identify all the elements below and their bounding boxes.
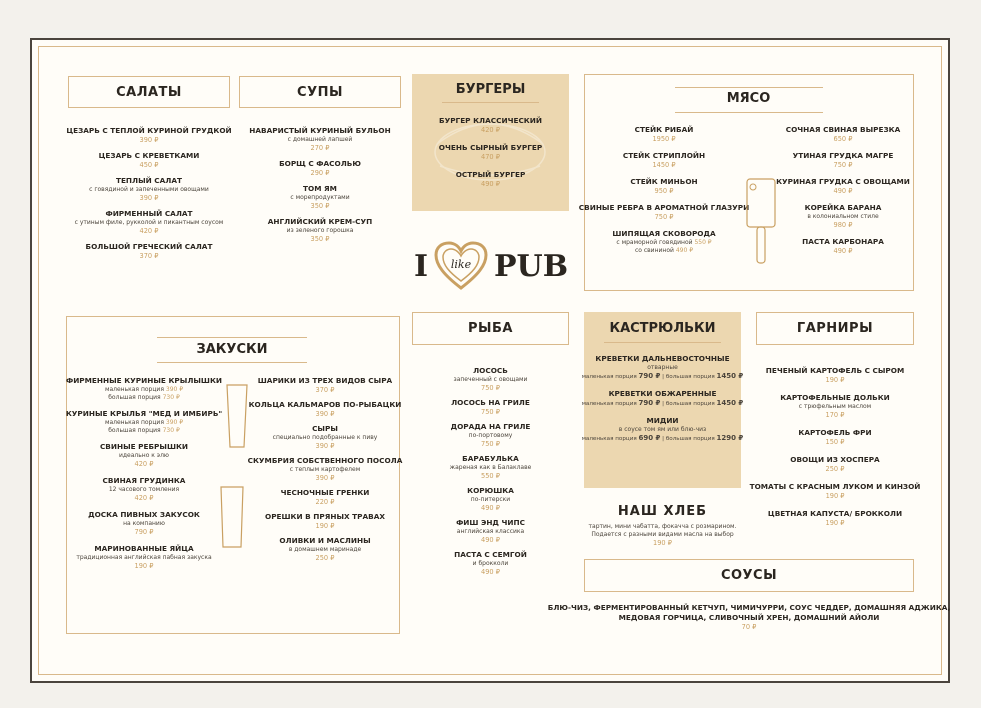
item-name: АНГЛИЙСКИЙ КРЕМ-СУП xyxy=(267,217,373,226)
item-price: 750 ₽ xyxy=(654,213,674,221)
item-name: СВИНАЯ ГРУДИНКА xyxy=(102,476,186,485)
variant-row xyxy=(635,247,693,255)
menu-item xyxy=(66,376,222,402)
item-name: БОЛЬШОЙ ГРЕЧЕСКИЙ САЛАТ xyxy=(85,242,213,251)
item-name: КУРИНЫЕ КРЫЛЬЯ "МЕД И ИМБИРЬ" xyxy=(65,409,223,418)
portion-row xyxy=(108,394,180,402)
item-price: 390 ₽ xyxy=(315,474,335,482)
pots-panel xyxy=(581,312,744,488)
menu-item xyxy=(630,177,697,196)
soups-title: СУПЫ xyxy=(297,84,343,100)
item-name: УТИНАЯ ГРУДКА МАГРЕ xyxy=(792,151,894,160)
portion-price: 1290 ₽ xyxy=(716,434,744,442)
item-name: ЦЕЗАРЬ С КРЕВЕТКАМИ xyxy=(98,151,200,160)
portion-label: маленькая порция xyxy=(581,436,637,442)
menu-item xyxy=(103,476,186,503)
item-price: 420 ₽ xyxy=(139,227,159,235)
menu-item xyxy=(582,354,744,381)
item-price: 470 ₽ xyxy=(481,153,500,161)
item-name: СКУМБРИЯ СОБСТВЕННОГО ПОСОЛА xyxy=(247,456,403,465)
item-desc: запеченный с овощами xyxy=(453,376,528,383)
item-price: 490 ₽ xyxy=(481,536,500,544)
menu-item xyxy=(66,126,231,145)
menu-item xyxy=(88,510,200,537)
variant-price: 490 ₽ xyxy=(675,247,694,254)
item-price: 270 ₽ xyxy=(310,144,330,152)
item-price: 420 ₽ xyxy=(134,494,154,502)
logo-script: like xyxy=(450,258,472,271)
menu-item xyxy=(249,400,402,419)
variant-label: с мраморной говядиной xyxy=(616,239,693,246)
item-name: СЫРЫ xyxy=(312,424,338,433)
fish-header xyxy=(412,312,569,345)
item-price: 980 ₽ xyxy=(833,221,853,229)
sauces-header xyxy=(584,559,914,592)
bread-desc-2: Подается с разными видами масла на выбор xyxy=(591,531,734,538)
item-name: КОРЮШКА xyxy=(467,486,514,495)
item-name: ОВОЩИ ИЗ ХОСПЕРА xyxy=(790,455,880,464)
item-desc: жареная как в Балаклаве xyxy=(449,464,532,471)
portion-label: маленькая порция xyxy=(581,401,637,407)
menu-item xyxy=(612,229,715,255)
bread-block xyxy=(584,504,741,548)
item-price: 790 ₽ xyxy=(134,528,154,536)
menu-item xyxy=(798,428,871,447)
item-price: 550 ₽ xyxy=(481,472,500,480)
snacks-panel xyxy=(65,316,403,634)
garnish-list xyxy=(749,366,921,536)
bread-desc-1: тартин, мини чабатта, фокачча с розмарином. xyxy=(588,523,737,530)
meat-title: МЯСО xyxy=(726,91,771,106)
garnish-title: ГАРНИРЫ xyxy=(796,321,874,336)
portion-price: 1450 ₽ xyxy=(716,372,744,380)
menu-item xyxy=(579,203,749,222)
portion-row: маленькая порция 690 ₽ | большая порция 1290 ₽ xyxy=(581,434,744,442)
snacks-title: ЗАКУСКИ xyxy=(196,342,268,357)
menu-item xyxy=(451,422,531,449)
menu-item xyxy=(802,237,884,256)
sauces-list-2: МЕДОВАЯ ГОРЧИЦА, СЛИВОЧНЫЙ ХРЕН, ДОМАШНИЙ АЙОЛИ xyxy=(618,613,880,622)
menu-item xyxy=(258,376,392,395)
item-name: БУРГЕР КЛАССИЧЕСКИЙ xyxy=(439,116,542,125)
item-name: СВИНЫЕ РЕБРА В АРОМАТНОЙ ГЛАЗУРИ xyxy=(578,203,750,212)
menu-item xyxy=(268,217,372,244)
snacks-right-list xyxy=(247,376,403,568)
menu-item xyxy=(76,544,211,571)
portion-label: большая порция xyxy=(108,394,161,401)
logo-letter-i: I xyxy=(413,248,428,284)
menu-item xyxy=(467,486,514,513)
soups-list xyxy=(239,126,401,250)
item-name: ДОСКА ПИВНЫХ ЗАКУСОК xyxy=(88,510,200,519)
item-desc: в домашнем маринаде xyxy=(288,546,362,553)
item-name: ЦВЕТНАЯ КАПУСТА/ БРОККОЛИ xyxy=(767,509,903,518)
item-desc: с теплым картофелем xyxy=(289,466,361,473)
item-name: ЧЕСНОЧНЫЕ ГРЕНКИ xyxy=(280,488,370,497)
burgers-title: БУРГЕРЫ xyxy=(455,82,526,97)
item-price: 350 ₽ xyxy=(310,235,330,243)
item-name: ТЕПЛЫЙ САЛАТ xyxy=(115,176,182,185)
burgers-panel xyxy=(412,74,569,211)
item-name: ОРЕШКИ В ПРЯНЫХ ТРАВАХ xyxy=(265,512,385,521)
item-name: КУРИНАЯ ГРУДКА С ОВОЩАМИ xyxy=(776,177,910,186)
portion-price: 1450 ₽ xyxy=(716,399,744,407)
item-price: 490 ₽ xyxy=(481,568,500,576)
item-name: ПАСТА С СЕМГОЙ xyxy=(454,550,527,559)
item-price: 420 ₽ xyxy=(134,460,154,468)
menu-item xyxy=(450,454,532,481)
item-name: ПАСТА КАРБОНАРА xyxy=(802,237,884,246)
item-name: БОРЩ С ФАСОЛЬЮ xyxy=(279,159,361,168)
menu-item xyxy=(635,125,694,144)
item-name: КРЕВЕТКИ ОБЖАРЕННЫЕ xyxy=(608,389,717,398)
item-name: КОРЕЙКА БАРАНА xyxy=(804,203,882,212)
menu-item xyxy=(439,143,542,162)
menu-item xyxy=(281,488,370,507)
item-price: 750 ₽ xyxy=(833,161,853,169)
portion-price: 730 ₽ xyxy=(162,427,180,434)
meat-right-list xyxy=(773,125,913,263)
menu-item xyxy=(86,242,213,261)
item-price: 290 ₽ xyxy=(310,169,330,177)
menu-item xyxy=(766,366,904,385)
item-price: 490 ₽ xyxy=(481,504,500,512)
portion-label: маленькая порция xyxy=(104,386,164,393)
portion-label: большая порция xyxy=(665,436,715,442)
item-desc: в колониальном стиле xyxy=(807,213,879,220)
menu-item xyxy=(75,209,224,236)
item-name: КАРТОФЕЛЬНЫЕ ДОЛЬКИ xyxy=(780,393,890,402)
item-name: НАВАРИСТЫЙ КУРИНЫЙ БУЛЬОН xyxy=(249,126,391,135)
fish-title: РЫБА xyxy=(468,321,513,336)
menu-item xyxy=(623,151,705,170)
item-price: 190 ₽ xyxy=(315,522,335,530)
variant-row xyxy=(616,239,711,247)
item-price: 370 ₽ xyxy=(139,252,159,260)
item-price: 490 ₽ xyxy=(481,180,500,188)
salads-list xyxy=(68,126,230,267)
item-name: ЛОСОСЬ НА ГРИЛЕ xyxy=(451,398,530,407)
sauces-block xyxy=(547,603,951,632)
item-name: КРЕВЕТКИ ДАЛЬНЕВОСТОЧНЫЕ xyxy=(595,354,730,363)
item-price: 650 ₽ xyxy=(833,135,853,143)
salads-header xyxy=(68,76,230,108)
menu-item xyxy=(249,126,390,153)
menu-item xyxy=(451,398,530,417)
item-price: 150 ₽ xyxy=(825,438,845,446)
menu-item xyxy=(99,151,200,170)
item-desc: идеально к элю xyxy=(118,452,169,459)
portion-label: большая порция xyxy=(665,401,715,407)
item-name: ЦЕЗАРЬ С ТЕПЛОЙ КУРИНОЙ ГРУДКОЙ xyxy=(66,126,232,135)
menu-item xyxy=(776,177,910,196)
menu-item xyxy=(790,455,879,474)
logo-pub: PUB xyxy=(493,248,569,284)
soups-header xyxy=(239,76,401,108)
portion-price: 790 ₽ xyxy=(638,372,661,380)
item-price: 450 ₽ xyxy=(139,161,159,169)
item-price: 170 ₽ xyxy=(825,411,845,419)
menu-item xyxy=(273,424,378,451)
item-price: 390 ₽ xyxy=(315,442,335,450)
item-name: КОЛЬЦА КАЛЬМАРОВ ПО-РЫБАЦКИ xyxy=(248,400,402,409)
item-name: ФИРМЕННЫЕ КУРИНЫЕ КРЫЛЫШКИ xyxy=(65,376,223,385)
item-price: 420 ₽ xyxy=(481,126,500,134)
salads-title: САЛАТЫ xyxy=(116,84,182,100)
item-name: МАРИНОВАННЫЕ ЯЙЦА xyxy=(94,544,194,553)
item-price: 220 ₽ xyxy=(315,498,335,506)
item-price: 190 ₽ xyxy=(134,562,154,570)
item-name: ФИШ ЭНД ЧИПС xyxy=(456,518,525,527)
menu-item xyxy=(582,416,744,443)
item-name: ФИРМЕННЫЙ САЛАТ xyxy=(105,209,193,218)
item-name: ЛОСОСЬ xyxy=(473,366,508,375)
menu-item xyxy=(786,125,901,144)
portion-row xyxy=(105,386,183,394)
portion-label: маленькая порция xyxy=(104,419,164,426)
menu-item xyxy=(439,116,542,135)
item-name: МИДИИ xyxy=(646,416,679,425)
item-name: БАРАБУЛЬКА xyxy=(462,454,519,463)
item-name: СВИНЫЕ РЕБРЫШКИ xyxy=(99,442,189,451)
item-desc: по-питерски xyxy=(470,496,511,503)
menu-sheet xyxy=(30,38,950,683)
menu-item xyxy=(582,389,744,408)
menu-item xyxy=(100,442,188,469)
item-price: 490 ₽ xyxy=(833,187,853,195)
menu-item xyxy=(805,203,882,230)
item-price: 750 ₽ xyxy=(481,440,500,448)
portion-price: 390 ₽ xyxy=(165,386,184,393)
meat-panel xyxy=(578,74,914,291)
item-name: СТЕЙК РИБАЙ xyxy=(634,125,694,134)
sauces-price: 70 ₽ xyxy=(741,623,757,631)
portion-label: маленькая порция xyxy=(581,374,637,380)
sauces-title: СОУСЫ xyxy=(720,568,778,583)
item-desc: английская классика xyxy=(456,528,525,535)
portion-row xyxy=(108,427,180,435)
logo xyxy=(408,238,574,294)
item-name: ШАРИКИ ИЗ ТРЕХ ВИДОВ СЫРА xyxy=(257,376,393,385)
item-desc: с домашней лапшей xyxy=(287,136,353,143)
menu-item xyxy=(780,393,890,420)
snacks-left-list xyxy=(65,376,223,578)
item-price: 750 ₽ xyxy=(481,384,500,392)
menu-item xyxy=(279,536,370,563)
menu-item xyxy=(89,176,209,203)
menu-item xyxy=(456,518,525,545)
portion-price: 790 ₽ xyxy=(638,399,661,407)
item-name: ОСТРЫЙ БУРГЕР xyxy=(455,170,526,179)
portion-row: маленькая порция 790 ₽ | большая порция 1450 ₽ xyxy=(581,372,744,380)
item-name: СТЕЙК СТРИПЛОЙН xyxy=(622,151,706,160)
item-price: 250 ₽ xyxy=(825,465,845,473)
item-desc: с морепродуктами xyxy=(290,194,350,201)
item-desc: с говядиной и запеченными овощами xyxy=(89,186,209,193)
item-desc: с утиным филе, рукколой и пикантным соусом xyxy=(74,219,224,226)
item-desc: из зеленого горошка xyxy=(286,227,354,234)
item-desc: традиционная английская пабная закуска xyxy=(76,554,212,561)
fish-list xyxy=(412,366,569,582)
pots-list xyxy=(581,354,744,451)
item-price: 390 ₽ xyxy=(315,410,335,418)
portion-price: 390 ₽ xyxy=(165,419,184,426)
item-price: 390 ₽ xyxy=(139,194,159,202)
heart-icon xyxy=(434,241,488,291)
variant-label: со свининой xyxy=(634,247,674,254)
item-desc: специально подобранные к пиву xyxy=(272,434,378,441)
menu-item xyxy=(248,456,403,483)
item-price: 190 ₽ xyxy=(825,376,845,384)
menu-item xyxy=(793,151,894,170)
item-desc: в соусе том ям или блю-чиз xyxy=(618,426,707,433)
item-price: 950 ₽ xyxy=(654,187,674,195)
sauces-list-1: БЛЮ-ЧИЗ, ФЕРМЕНТИРОВАННЫЙ КЕТЧУП, ЧИМИЧУРРИ, СОУС ЧЕДДЕР, ДОМАШНЯЯ АДЖИКА, xyxy=(547,603,951,612)
item-price: 190 ₽ xyxy=(825,519,845,527)
item-name: ОЧЕНЬ СЫРНЫЙ БУРГЕР xyxy=(438,143,543,152)
menu-item xyxy=(279,159,361,178)
burgers-list xyxy=(412,116,569,197)
menu-item xyxy=(768,509,902,528)
item-price: 350 ₽ xyxy=(310,202,330,210)
portion-label: большая порция xyxy=(108,427,161,434)
item-desc: и брокколи xyxy=(472,560,509,567)
item-desc: с трюфельным маслом xyxy=(798,403,872,410)
item-name: ШИПЯЩАЯ СКОВОРОДА xyxy=(612,229,716,238)
item-price: 490 ₽ xyxy=(833,247,853,255)
item-price: 250 ₽ xyxy=(315,554,335,562)
menu-item xyxy=(456,170,526,189)
variant-price: 550 ₽ xyxy=(694,239,712,246)
item-price: 1950 ₽ xyxy=(652,135,676,143)
item-desc: на компанию xyxy=(123,520,165,527)
item-name: ОЛИВКИ И МАСЛИНЫ xyxy=(279,536,371,545)
menu-item xyxy=(750,482,921,501)
portion-row: маленькая порция 790 ₽ | большая порция 1450 ₽ xyxy=(581,399,744,407)
portion-label: большая порция xyxy=(665,374,715,380)
bread-title: НАШ ХЛЕБ xyxy=(617,504,708,519)
item-price: 390 ₽ xyxy=(139,136,159,144)
bread-price: 190 ₽ xyxy=(653,539,672,547)
item-price: 190 ₽ xyxy=(825,492,845,500)
garnish-header xyxy=(756,312,914,345)
menu-item xyxy=(265,512,385,531)
item-desc: по-портовому xyxy=(468,432,513,439)
item-price: 370 ₽ xyxy=(315,386,335,394)
item-price: 1450 ₽ xyxy=(652,161,676,169)
item-name: ПЕЧЕНЫЙ КАРТОФЕЛЬ С СЫРОМ xyxy=(765,366,905,375)
item-name: ТОМАТЫ С КРАСНЫМ ЛУКОМ И КИНЗОЙ xyxy=(749,482,921,491)
item-name: ТОМ ЯМ xyxy=(303,184,337,193)
portion-row xyxy=(105,419,183,427)
portion-price: 690 ₽ xyxy=(638,434,661,442)
menu-item xyxy=(290,184,349,211)
menu-item xyxy=(66,409,222,435)
menu-item xyxy=(454,550,527,577)
item-price: 750 ₽ xyxy=(481,408,500,416)
item-name: СОЧНАЯ СВИНАЯ ВЫРЕЗКА xyxy=(785,125,901,134)
item-desc: отварные xyxy=(647,364,678,371)
meat-left-list xyxy=(578,125,750,262)
item-name: СТЕЙК МИНЬОН xyxy=(630,177,698,186)
item-name: ДОРАДА НА ГРИЛЕ xyxy=(450,422,531,431)
portion-price: 730 ₽ xyxy=(162,394,180,401)
menu-item xyxy=(454,366,528,393)
pots-title: КАСТРЮЛЬКИ xyxy=(609,321,716,336)
item-desc: 12 часового томления xyxy=(108,486,180,493)
item-name: КАРТОФЕЛЬ ФРИ xyxy=(798,428,872,437)
